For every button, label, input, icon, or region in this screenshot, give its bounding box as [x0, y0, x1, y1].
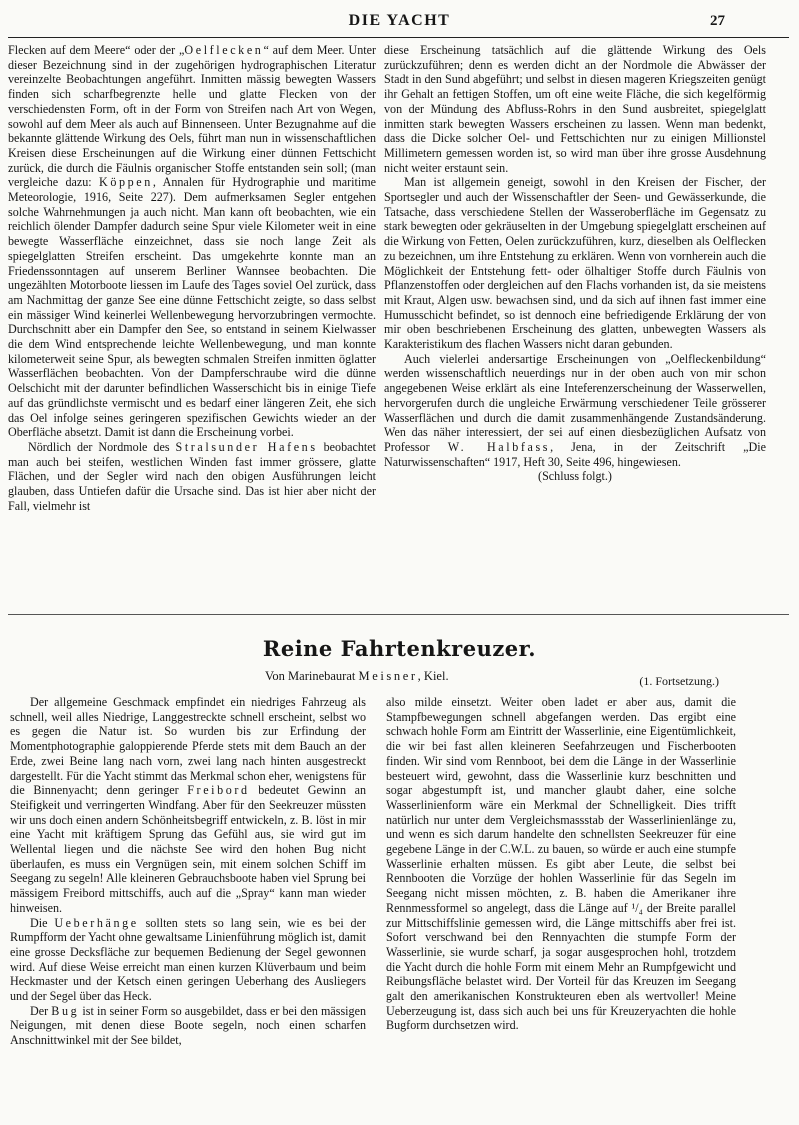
- emphasis-spaced: Oelflecken: [184, 43, 264, 57]
- article-byline: [265, 669, 449, 684]
- text-run: Auch vielerlei andersartige Erscheinungen von „Oelfleckenbildung“ werden wissenschaftlich neuerdings nur in der oben auch von mir schon angegebenen Weise erklärt als eine Inteferenzerscheinung der Wasserwellen, hervorgerufen durch die ungleiche Erwärmung verschiedener Teile grösserer Wasserflächen und durch die damit zusammenhängende Zustandsänderung. Wen das näher interessiert, der sei auf einen diesbezüglichen Aufsatz von Professor: [384, 351, 766, 454]
- text-run: Flecken auf dem Meere“ oder der „: [8, 43, 185, 57]
- paragraph: [8, 440, 376, 514]
- emphasis-spaced: Freibord: [187, 783, 250, 798]
- paragraph: also milde einsetzt. Weiter oben ladet er aber aus, damit die Stampfbewegungen schnell abgefangen werden. Das ergibt eine schwach hohle Form am Eintritt der Wasserlinie, eine Eigentümlichkeit, die wir bei fast allen kleineren Seefahrzeugen und Fischerbooten finden. Wir sind vom Rennboot, bei dem die Länge in der Wasserlinie besteuert wird, gewohnt, dass die Wasserlinie kurz beschnitten und sogar abgestumpft ist, und mancher glaubt daher, eine solche Wasserlinienform wäre ein Merkmal der Schnelligkeit. Dies trifft natürlich nur unter dem Vergleichsmassstab der Wasserlinienlänge zu, und wenn es sich darum handelte den schnellsten Seekreuzer für eine gegebene Länge in der C.W.L. zu bauen, so würde er auch eine stumpfe Wasserlinie erhalten müssen. Es gibt aber Leute, die selbst bei Rennbooten die Vorzüge der hohlen Wasserlinie für das Segeln im Seegang nicht missen möchten, z. B. haben die Amerikaner ihre Rennmessformel so angelegt, dass die Länge auf ¹/₄ der Breite parallel zur Mittschiffslinie gemessen wird, die Länge mittschiffs aber frei ist. Sofort verschwand bei den Rennyachten die stumpfe Form der Wasserlinie, sie wurde scharf, ja sogar ausgesprochen hohl, trotzdem die Yacht durch die hohle Form mit einem Mehr an Rumpfgewicht und Reibungsfläche belastet wird. Der Vorteil für das Kreuzen im Seegang galt den amerikanischen Konstrukteuren eben als wertvoller! Meine Ueberzeugung ist, dass sich auch bei uns für Kreuzeryachten die hohle Bugform durchsetzen wird.: [386, 695, 736, 1033]
- paragraph: Man ist allgemein geneigt, sowohl in den Kreisen der Fischer, der Sportsegler und auch der Wissenschaftler der Seen- und Gewässerkunde, die Tatsache, dass verschiedene Stellen der Wasseroberfläche im Gegensatz zu stark bewegten oder gekräuselten in der Umgebung spiegelglatt erscheinen auf die Wirkung von Fetten, Oelen zurückzuführen, kurz, dieselben als Oelflecken zu bezeichnen, um ihre Entstehung zu erklären. Wenn von vornherein auch die Möglichkeit der Entstehung fett- oder ölhaltiger Stoffe durch Fäulnis von Pflanzenstoffen oder dergleichen auf den Flachs vorhanden ist, da sie meistens mit Kraut, Algen usw. bewachsen sind, und da sich auf ihnen fast immer eine Humusschicht befindet, so ist dennoch eine befriedigende Erklärung der von mir oben beschriebenen Erscheinung des glatten, unbewegten Wassers als Karakteristikum des flachen Wassers nicht daran gebunden.: [384, 175, 766, 352]
- text-run: , Annalen für Hydrographie und maritime Meteorologie, 1916, Seite 227). Dem aufmerksamen Segler entgehen solche Wahrnehmungen ja auch nicht. Man kann oft beobachten, wie ein reichlich ölender Dampfer dadurch seine Spur viele Kilometer weit in eine bewegte Wasserfläche einzeichnet, dass sie noch lange Zeit als spiegelglatten Streifen erscheint. Das umgekehrte konnte man an Friedenssonntagen auf unserem Berliner Wannsee beobachten. Die ungezählten Motorboote liessen im Laufe des Tages soviel Oel zurück, dass am Nachmittag der ganze See eine dünne Fettschicht zeigte, so dass selbst ein mässiger Wind keinerlei Wellenbewegung hervorzubringen vermochte. Durchschnitt aber ein Dampfer den See, so entstand in seinem Kielwasser die dem Wind entsprechende leichte Wellenbewegung, und man konnte kilometerweit seine Spur, als bewegten schmalen Streifen inmitten öglatter Wasserflächen beobachten. Von der Dampferschraube wird die dünne Oelschicht mit der darunter befindlichen Wasserschicht bis in einige Tiefe auf das gründlichste vermischt und es bedarf einer längeren Zeit, ehe sich das Oel infolge seines geringeren spezifischen Gewichts wieder an der Oberfläche absetzt. Damit ist dann die Erscheinung vorbei.: [8, 175, 376, 440]
- running-header: [0, 12, 799, 36]
- emphasis-spaced: Stralsunder Hafens: [175, 439, 318, 454]
- page-number: 27: [710, 13, 725, 29]
- text-run: ist in seiner Form so ausgebildet, dass er bei den mässigen Neigungen, mit denen diese Boote segeln, noch einen scharfen Anschnittwinkel mit der See bildet,: [10, 1003, 367, 1048]
- text-run: Die: [30, 915, 55, 930]
- article-title: Reine Fahrtenkreuzer.: [262, 636, 537, 661]
- byline-prefix: Von Marinebaurat: [265, 669, 359, 683]
- emphasis-spaced: Bug: [51, 1003, 80, 1018]
- header-rule: [8, 37, 789, 38]
- paragraph: [384, 352, 766, 470]
- text-run: “ auf dem Meer. Unter dieser Bezeichnung sind in der zugehörigen hydrographischen Literatur vereinzelte Beobachtungen angeführt. Inmitten mässig bewegten Wassers finden sich scharfbegrenzte helle und glatte Flecken von der verschiedensten Form, oft in der Form von Streifen nach Art von Wegen, sowohl auf dem Meer als auch auf Binnenseen. Unter Bezugnahme auf die bekannte glättende Wirkung des Oels, führt man nun in wissenschaftlichen Kreisen diese Erscheinungen auf die Wirkung einer dünnen Fettschicht zurück, die durch die Fäulnis organischer Stoffe entstanden sein soll; (man vergleiche dazu:: [8, 43, 376, 190]
- text-run: , Jena, in der Zeitschrift „Die Naturwissenschaften“ 1917, Heft 30, Seite 496, hingewiesen.: [384, 439, 766, 469]
- text-run: Der allgemeine Geschmack empfindet ein niedriges Fahrzeug als schnell, weil alles Niedrige, Langgestreckte schnell erscheint, selbst wo es gegen die Natur ist. So wurden bis zur Erfindung der Momentphotographie galoppierende Pferde stets mit dem Bauch an der Erde, zwei Beine lang nach vorn, zwei lang nach hinten ausgestreckt dargestellt. Für die Yacht stimmt das Merkmal schon eher, wenigstens für die Binnenyacht; denn geringer: [10, 695, 366, 798]
- article-fahrtenkreuzer-column-right: [386, 695, 736, 1033]
- author-name: Meisner: [358, 669, 418, 683]
- emphasis-spaced: Köppen: [99, 175, 153, 190]
- emphasis-spaced: Ueberhänge: [54, 915, 139, 930]
- article-oelflecken-column-left: [8, 43, 376, 514]
- text-run: bedeutet Gewinn an Steifigkeit und verringerten Windfang. Aber für den Seekreuzer müssten wir uns doch einen andern Schönheitsbegriff entwickeln, z. B. löst in mir eine Yacht mit kräftigem Sprung das Gefühl aus, sie wird gut im Wellental liegen und die nächste See wird den hohen Bug nicht überlaufen, es muss ein Vergnügen sein, mit einem solchen Schiff im Seegang zu segeln! Alle kleineren Gebrauchsboote haben viel Sprung bei mässigem Freibord mittschiffs, auch auf die „Spray“ kann man wieder hinweisen.: [10, 783, 366, 915]
- text-run: beobachtet man auch bei steifen, westlichen Winden fast immer grössere, glatte Flächen, und der Segler wird nach den obigen Ausführungen leicht glauben, dass Untiefen dafür die Ursache sind. Das ist hier aber nicht der Fall, vielmehr ist: [8, 439, 376, 513]
- article-fahrtenkreuzer-column-left: [10, 695, 366, 1048]
- text-run: Der: [30, 1003, 52, 1018]
- paragraph: diese Erscheinung tatsächlich auf die glättende Wirkung des Oels zurückzuführen; denn es werden dicht an der Nordmole die Abwässer der Stadt in den Sund abgeführt; und selbst in diesen mageren Kriegszeiten genügt ihr Gehalt an fettigen Stoffen, um oft eine weite Fläche, die sich kegelförmig von der Mündung des Abfluss-Rohrs in den Sund ausbreitet, spiegelglatt inmitten stark bewegten Wassers erscheinen zu lassen. Wenn man bedenkt, dass die Dicke solcher Oel- und Fettschichten nur zu einigen Millionstel Millimetern gemessen worden ist, so wird man über ihre grosse Ausdehnung nicht weiter erstaunt sein.: [384, 43, 766, 175]
- paragraph: [10, 916, 366, 1004]
- paragraph: [10, 695, 366, 916]
- continuation-note: (Schluss folgt.): [538, 469, 612, 484]
- paragraph: [8, 43, 376, 440]
- paragraph: [10, 1004, 366, 1048]
- article-oelflecken-column-right: [384, 43, 766, 484]
- byline-suffix: , Kiel.: [417, 669, 449, 683]
- text-run: Nördlich der Nordmole des: [28, 439, 176, 454]
- running-title: DIE YACHT: [348, 12, 451, 29]
- installment-note: (1. Fortsetzung.): [639, 674, 719, 688]
- text-run: sollten stets so lang sein, wie es bei der Rumpfform der Yacht ohne gewaltsame Linienführung möglich ist, damit eine grosse Decksfläche zur bequemen Bedienung der Segel gewonnen wird. Auf diese Weise erreicht man einen kurzen Klüverbaum und beim Heckmaster und der Ketsch einen geringen Ueberhang des Ausliegers und der Segel über das Heck.: [10, 915, 366, 1004]
- emphasis-spaced: W. Halbfass: [447, 439, 551, 454]
- section-divider: [8, 614, 789, 615]
